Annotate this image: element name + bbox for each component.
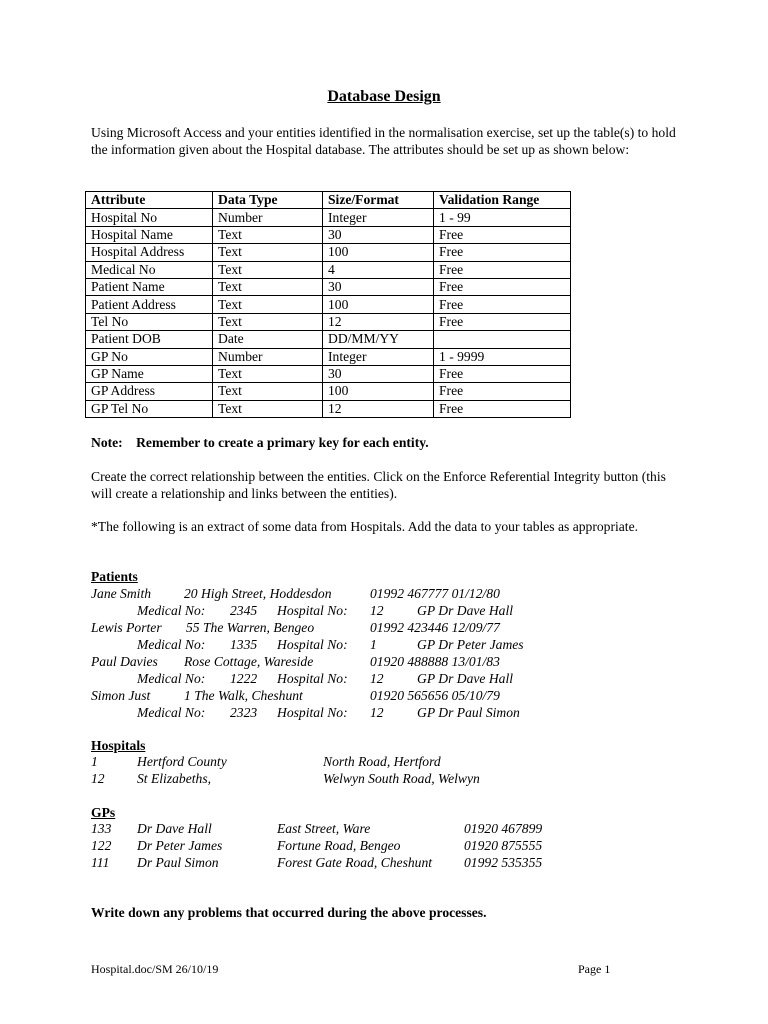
cell-attribute: Patient DOB [86,331,213,348]
table-row [86,400,571,417]
cell-validation-range: Free [434,226,571,243]
cell-validation-range: Free [434,278,571,295]
gp-tel: 01920 467899 [464,821,543,836]
medical-no: 1335 [230,637,258,652]
cell-validation-range: 1 - 9999 [434,348,571,365]
cell-attribute: GP Name [86,365,213,382]
table-row [86,348,571,365]
gps-heading: GPs [91,805,116,820]
cell-data-type: Text [213,296,323,313]
cell-validation-range: Free [434,261,571,278]
patients-heading: Patients [91,569,138,584]
cell-data-type: Text [213,313,323,330]
medical-no: 2345 [230,603,258,618]
note-label: Note: [91,435,123,450]
hospital-name: Hertford County [137,754,227,769]
cell-data-type: Text [213,226,323,243]
cell-attribute: Hospital Address [86,244,213,261]
patient-tel-dob: 01992 467777 01/12/80 [370,586,500,601]
hospital-name: St Elizabeths, [137,771,212,786]
relationship-paragraph: Create the correct relationship between the entities. Click on the Enforce Referential Integrity button (this will create a relationship and links between the entities). [91,469,666,501]
patient-tel-dob: 01920 488888 13/01/83 [370,654,500,669]
cell-data-type: Text [213,383,323,400]
table-row [86,365,571,382]
patient-name: Paul Davies [91,654,158,669]
cell-validation-range: Free [434,296,571,313]
table-row [86,209,571,226]
note-text: Remember to create a primary key for each entity. [136,435,429,450]
cell-validation-range: Free [434,365,571,382]
cell-attribute: Patient Name [86,278,213,295]
intro-paragraph: Using Microsoft Access and your entities identified in the normalisation exercise, set up the table(s) to hold the information given about the Hospital database. The attributes should be set up as shown below: [91,125,676,157]
table-row [86,226,571,243]
column-header-size-format: Size/Format [323,192,434,209]
patient-address: Rose Cottage, Wareside [184,654,314,669]
cell-size-format: 4 [323,261,434,278]
cell-attribute: GP Tel No [86,400,213,417]
patient-address: 20 High Street, Hoddesdon [184,586,332,601]
cell-data-type: Text [213,278,323,295]
cell-data-type: Text [213,244,323,261]
footer-left: Hospital.doc/SM 26/10/19 [91,962,219,976]
cell-size-format: 30 [323,365,434,382]
hospital-no: 12 [370,705,384,720]
cell-size-format: 30 [323,226,434,243]
hospital-address: Welwyn South Road, Welwyn [323,771,480,786]
hospitals-heading: Hospitals [91,738,146,753]
cell-size-format: Integer [323,209,434,226]
cell-validation-range: Free [434,383,571,400]
closing-instruction: Write down any problems that occurred during the above processes. [91,905,487,920]
cell-size-format: Integer [323,348,434,365]
table-row [86,331,571,348]
hospital-no: 12 [370,603,384,618]
cell-data-type: Number [213,209,323,226]
patient-gp: GP Dr Paul Simon [417,705,520,720]
cell-size-format: 100 [323,383,434,400]
gp-address: Forest Gate Road, Cheshunt [277,855,433,870]
medical-no: 1222 [230,671,258,686]
table-body [86,209,571,418]
column-header-attribute: Attribute [86,192,213,209]
medical-no-label: Medical No: [137,705,206,720]
attributes-table [85,191,571,418]
gp-name: Dr Paul Simon [137,855,219,870]
table-row [86,278,571,295]
table-row [86,383,571,400]
cell-data-type: Text [213,365,323,382]
cell-validation-range [434,331,571,348]
hospital-no-label: Hospital No: [277,603,348,618]
medical-no-label: Medical No: [137,603,206,618]
table-row [86,296,571,313]
column-header-validation-range: Validation Range [434,192,571,209]
column-header-data-type: Data Type [213,192,323,209]
cell-data-type: Number [213,348,323,365]
cell-attribute: GP No [86,348,213,365]
cell-validation-range: Free [434,313,571,330]
gp-name: Dr Dave Hall [137,821,212,836]
cell-validation-range: 1 - 99 [434,209,571,226]
cell-attribute: Hospital No [86,209,213,226]
note [91,434,681,451]
medical-no: 2323 [230,705,258,720]
patient-gp: GP Dr Dave Hall [417,671,514,686]
gp-address: Fortune Road, Bengeo [277,838,401,853]
patient-tel-dob: 01992 423446 12/09/77 [370,620,500,635]
cell-attribute: Patient Address [86,296,213,313]
cell-validation-range: Free [434,244,571,261]
hospital-no-label: Hospital No: [277,637,348,652]
patient-tel-dob: 01920 565656 05/10/79 [370,688,500,703]
cell-size-format: 12 [323,313,434,330]
hospital-no: 12 [370,671,384,686]
cell-data-type: Text [213,400,323,417]
hospital-address: North Road, Hertford [323,754,441,769]
medical-no-label: Medical No: [137,637,206,652]
hospital-no: 1 [91,754,98,769]
patient-gp: GP Dr Peter James [417,637,524,652]
table-header-row [86,192,571,209]
cell-size-format: 100 [323,296,434,313]
hospital-no: 1 [370,637,377,652]
hospital-no-label: Hospital No: [277,671,348,686]
extract-paragraph: *The following is an extract of some data from Hospitals. Add the data to your tables as appropriate. [91,519,639,534]
medical-no-label: Medical No: [137,671,206,686]
cell-attribute: Tel No [86,313,213,330]
gp-no: 122 [91,838,112,853]
patient-name: Jane Smith [91,586,152,601]
cell-size-format: 30 [323,278,434,295]
patient-address: 1 The Walk, Cheshunt [184,688,303,703]
cell-size-format: 12 [323,400,434,417]
patient-name: Lewis Porter [91,620,162,635]
cell-data-type: Text [213,261,323,278]
page-title: Database Design [327,88,441,105]
gp-no: 111 [91,855,110,870]
patient-gp: GP Dr Dave Hall [417,603,514,618]
cell-attribute: GP Address [86,383,213,400]
patient-name: Simon Just [91,688,151,703]
gp-no: 133 [91,821,112,836]
cell-validation-range: Free [434,400,571,417]
cell-attribute: Medical No [86,261,213,278]
hospital-no-label: Hospital No: [277,705,348,720]
cell-size-format: DD/MM/YY [323,331,434,348]
cell-size-format: 100 [323,244,434,261]
patient-address: 55 The Warren, Bengeo [186,620,315,635]
gp-tel: 01920 875555 [464,838,543,853]
table-row [86,244,571,261]
table-row [86,313,571,330]
gp-address: East Street, Ware [277,821,371,836]
footer-page-number: Page 1 [578,962,611,976]
gp-tel: 01992 535355 [464,855,543,870]
cell-attribute: Hospital Name [86,226,213,243]
gp-name: Dr Peter James [137,838,223,853]
table-row [86,261,571,278]
cell-data-type: Date [213,331,323,348]
hospital-no: 12 [91,771,105,786]
